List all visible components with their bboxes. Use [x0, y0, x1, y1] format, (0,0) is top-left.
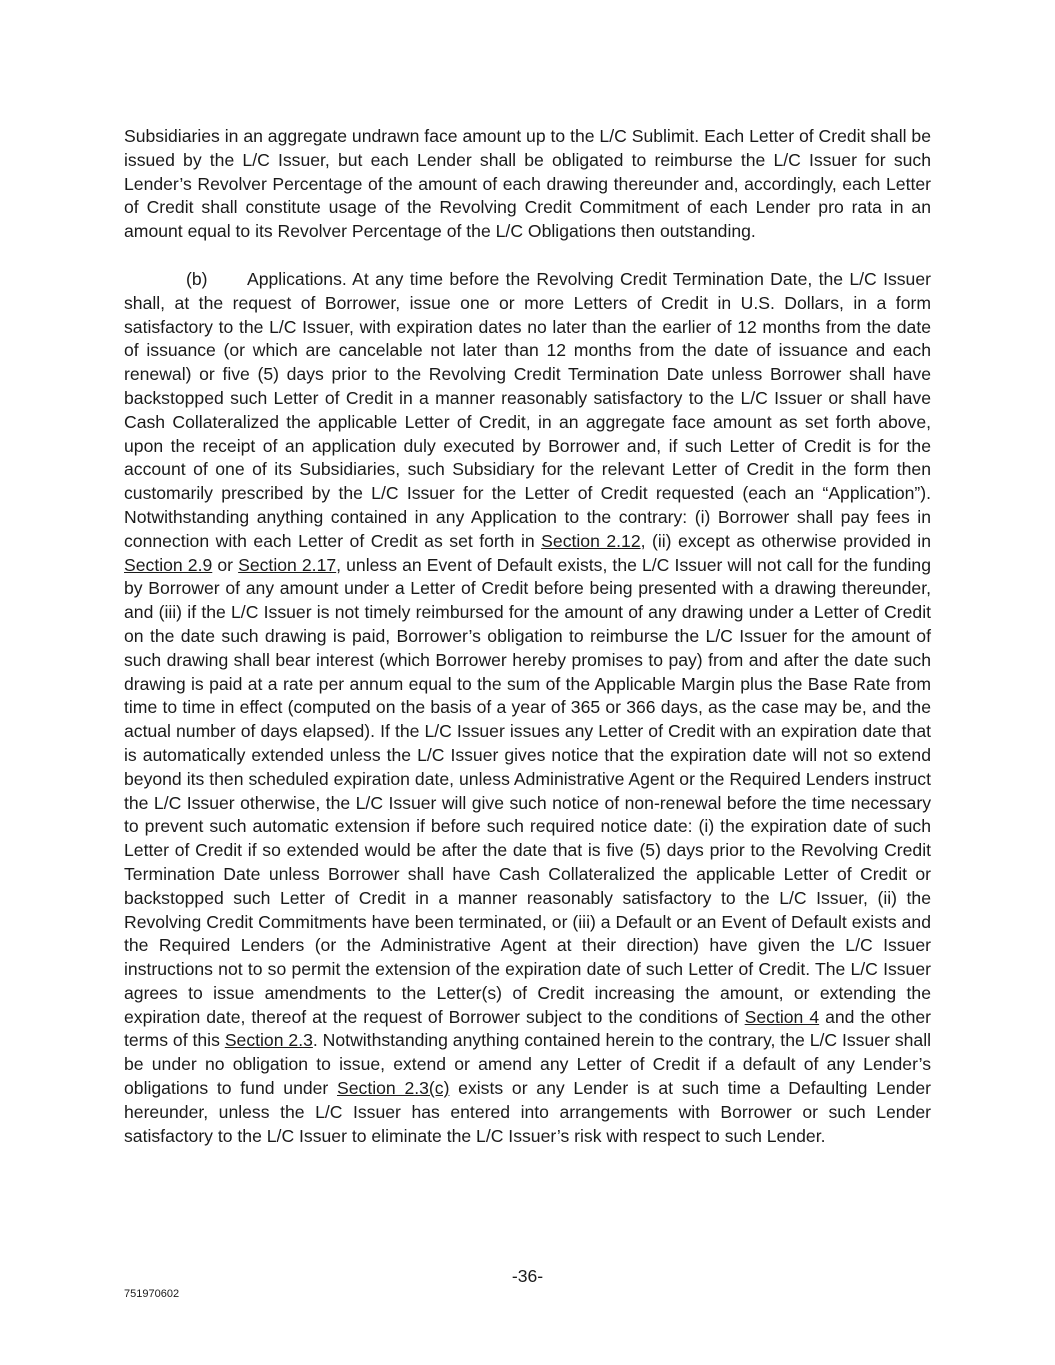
- paragraph-text: . Notwithstanding anything contained herein to the contrary, the L/C Issuer shall be under no obligation to issue, extend or amend any Letter of Credit if a default of any Lender’s obligations to fund under: [124, 1030, 932, 1099]
- paragraph-text: and the other terms of this: [124, 1006, 932, 1051]
- paragraph-text: , (ii) except as otherwise provided in: [640, 530, 931, 551]
- section-reference-4: Section 4: [744, 1006, 820, 1027]
- paragraph-b-applications: [124, 268, 931, 1148]
- section-reference-2-3: Section 2.3: [224, 1030, 313, 1051]
- paragraph-a-continuation: [124, 125, 931, 244]
- paragraph-text: exists or any Lender is at such time a Defaulting Lender hereunder, unless the L/C Issuer has entered into arrangements with Borrower or such Lender satisfactory to the L/C Issuer to eliminate the L/C Issuer’s risk with respect to such Lender.: [124, 1078, 931, 1146]
- document-id: 751970602: [124, 1288, 180, 1300]
- section-reference-2-9: Section 2.9: [124, 554, 213, 575]
- paragraph-text: Subsidiaries in an aggregate undrawn face amount up to the L/C Sublimit. Each Letter of Credit shall be issued by the L/C Issuer, but each Lender shall be obligated to reimburse the L/C Issuer for such Lender’s Revolver Percentage of the amount of each drawing thereunder and, accordingly, each Letter of Credit shall constitute usage of the Revolving Credit Commitment of each Lender pro rata in an amount equal to its Revolver Percentage of the L/C Obligations then outstanding.: [124, 126, 931, 242]
- paragraph-text: At any time before the Revolving Credit Termination Date, the L/C Issuer shall, at the request of Borrower, issue one or more Letters of Credit in U.S. Dollars, in a form satisfactory to the L/C Issuer, with expiration dates no later than the earlier of 12 months from the date of issuance (or which are cancelable not later than 12 months from the date of issuance and each renewal) or five (5) days prior to the Revolving Credit Termination Date unless Borrower shall have backstopped such Letter of Credit in a manner reasonably satisfactory to the L/C Issuer or shall have Cash Collateralized the applicable Letter of Credit, in an aggregate face amount as set forth above, upon the receipt of an application duly executed by Borrower and, if such Letter of Credit is for the account of one of its Subsidiaries, such Subsidiary for the relevant Letter of Credit in the form then customarily prescribed by the L/C Issuer for the Letter of Credit requested (each an “Application”). Notwithstanding anything contained in any Application to the contrary: (i) Borrower shall pay fees in connection with each Letter of Credit as set forth in: [124, 268, 931, 551]
- page-number: -36-: [511, 1266, 544, 1286]
- section-reference-2-3-c: Section 2.3(c): [337, 1078, 450, 1099]
- paragraph-label: (b): [186, 268, 208, 289]
- paragraph-text: or: [212, 554, 239, 575]
- paragraph-heading: Applications.: [247, 268, 347, 289]
- section-reference-2-12: Section 2.12: [541, 530, 641, 551]
- document-body: [124, 125, 931, 1148]
- section-reference-2-17: Section 2.17: [238, 554, 337, 575]
- paragraph-text: , unless an Event of Default exists, the L/C Issuer will not call for the funding by Borrower of any amount under a Letter of Credit before being presented with a drawing thereunder, and (iii) if the L/C Issuer is not timely reimbursed for the amount of any drawing under a Letter of Credit on the date such drawing is paid, Borrower’s obligation to reimburse the L/C Issuer for the amount of such drawing shall bear interest (which Borrower hereby promises to pay) from and after the date such drawing is paid at a rate per annum equal to the sum of the Applicable Margin plus the Base Rate from time to time in effect (computed on the basis of a year of 365 or 366 days, as the case may be, and the actual number of days elapsed). If the L/C Issuer issues any Letter of Credit with an expiration date that is automatically extended unless the L/C Issuer gives notice that the expiration date will not so extend beyond its then scheduled expiration date, unless Administrative Agent or the Required Lenders instruct the L/C Issuer otherwise, the L/C Issuer will give such notice of non-renewal before the time necessary to prevent such automatic extension if before such required notice date: (i) the expiration date of such Letter of Credit if so extended would be after the date that is five (5) days prior to the Revolving Credit Termination Date unless Borrower shall have Cash Collateralized the applicable Letter of Credit or backstopped such Letter of Credit in a manner reasonably satisfactory to the L/C Issuer, (ii) the Revolving Credit Commitments have been terminated, or (iii) a Default or an Event of Default exists and the Required Lenders (or the Administrative Agent at their direction) have given the L/C Issuer instructions not to so permit the extension of the expiration date of such Letter of Credit. The L/C Issuer agrees to issue amendments to the Letter(s) of Credit increasing the amount, or extending the expiration date, thereof at the request of Borrower subject to the conditions of: [124, 554, 931, 1027]
